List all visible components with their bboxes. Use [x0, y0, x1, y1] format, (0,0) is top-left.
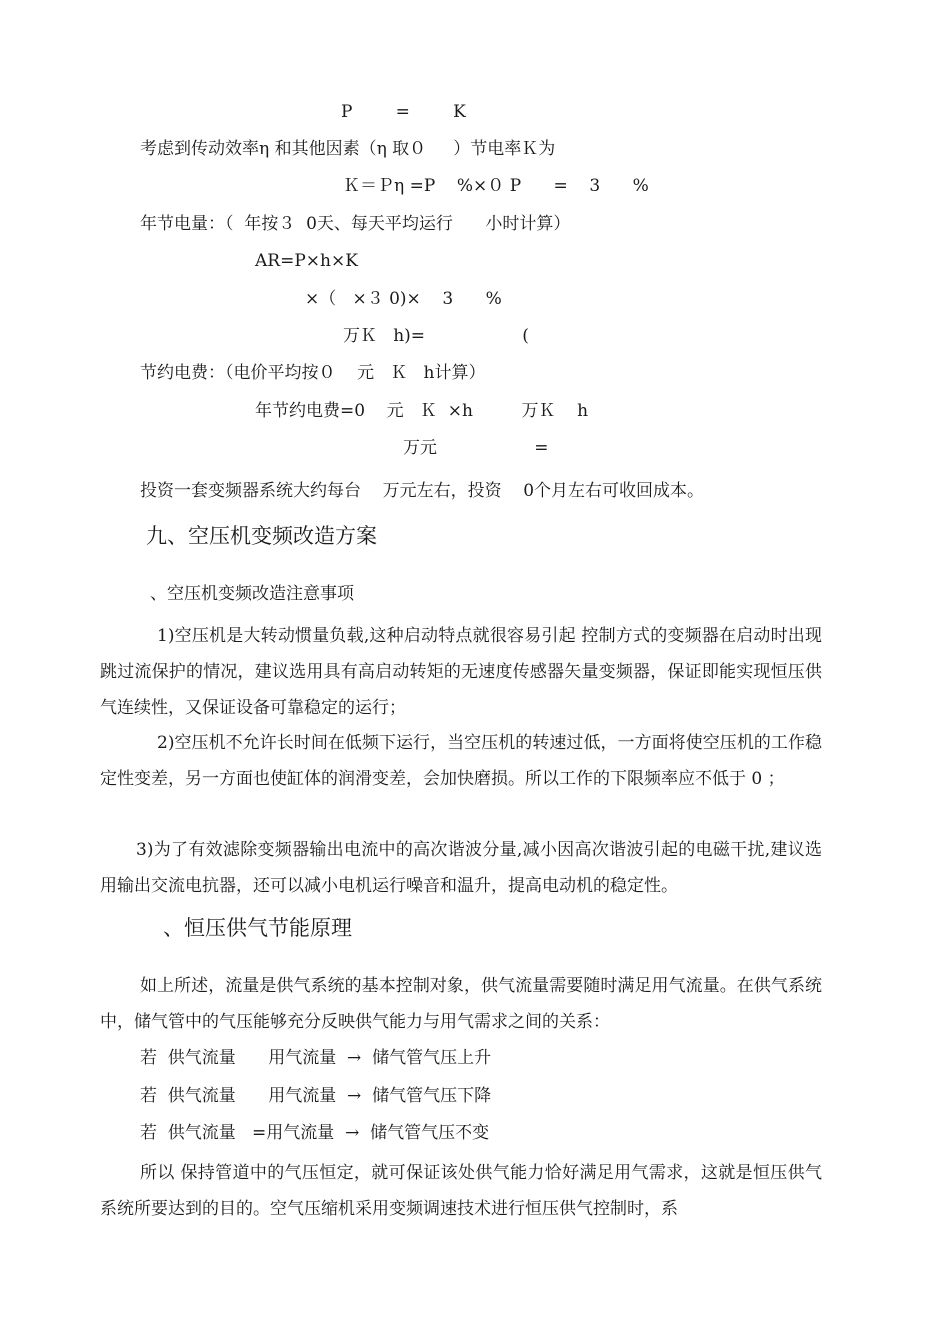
- formula-line-6: ×（ ×３ 0)× 3 %: [305, 289, 502, 309]
- rule-line-3: 若 供气流量 =用气流量 → 储气管气压不变: [140, 1123, 490, 1143]
- paragraph-1: 1)空压机是大转动惯量负载,这种启动特点就很容易引起 控制方式的变频器在启动时出现跳过流保护的情况，建议选用具有高启动转矩的无速度传感器矢量变频器，保证即能实现恒压供气连续性，又保证设备可靠稳定的运行；: [100, 626, 822, 718]
- formula-line-1: P = K: [341, 102, 466, 122]
- subsection-heading-principle: 、恒压供气节能原理: [163, 916, 352, 940]
- paragraph-2: 2)空压机不允许长时间在低频下运行，当空压机的转速过低，一方面将使空压机的工作稳定性变差，另一方面也使缸体的润滑变差，会加快磨损。所以工作的下限频率应不低于 0 ；: [100, 733, 822, 789]
- text-line-2: 考虑到传动效率η 和其他因素（η 取０ ）节电率Ｋ为: [140, 139, 556, 159]
- section-heading-nine: 九、空压机变频改造方案: [146, 524, 377, 548]
- formula-line-7: 万Ｋ h)= (: [343, 326, 529, 346]
- paragraph-4: 如上所述，流量是供气系统的基本控制对象，供气流量需要随时满足用气流量。在供气系统中，储气管中的气压能够充分反映供气能力与用气需求之间的关系：: [100, 976, 822, 1032]
- rule-line-1: 若 供气流量 用气流量 → 储气管气压上升: [140, 1048, 492, 1068]
- formula-line-9: 年节约电费=0 元 Ｋ ×h 万Ｋ h: [255, 401, 589, 421]
- paragraph-5: 所以 保持管道中的气压恒定，就可保证该处供气能力恰好满足用气需求，这就是恒压供气系统所要达到的目的。空气压缩机采用变频调速技术进行恒压供气控制时，系: [100, 1163, 822, 1219]
- text-line-8: 节约电费：（电价平均按０ 元 Ｋ h计算）: [140, 363, 486, 383]
- formula-line-5: AR=P×h×K: [255, 251, 358, 271]
- formula-line-10: 万元 =: [403, 438, 549, 458]
- formula-line-3: Ｋ＝Ｐη =P %×０ P = 3 %: [343, 176, 649, 196]
- paragraph-3: 3)为了有效滤除变频器输出电流中的高次谐波分量,减小因高次谐波引起的电磁干扰,建议选用输出交流电抗器，还可以减小电机运行噪音和温升，提高电动机的稳定性。: [100, 840, 822, 896]
- text-line-4: 年节电量：（ 年按３ 0天、每天平均运行 小时计算）: [140, 214, 571, 234]
- rule-line-2: 若 供气流量 用气流量 → 储气管气压下降: [140, 1086, 492, 1106]
- subsection-heading-precautions: 、空压机变频改造注意事项: [150, 584, 354, 604]
- text-line-11: 投资一套变频器系统大约每台 万元左右，投资 0个月左右可收回成本。: [140, 481, 705, 501]
